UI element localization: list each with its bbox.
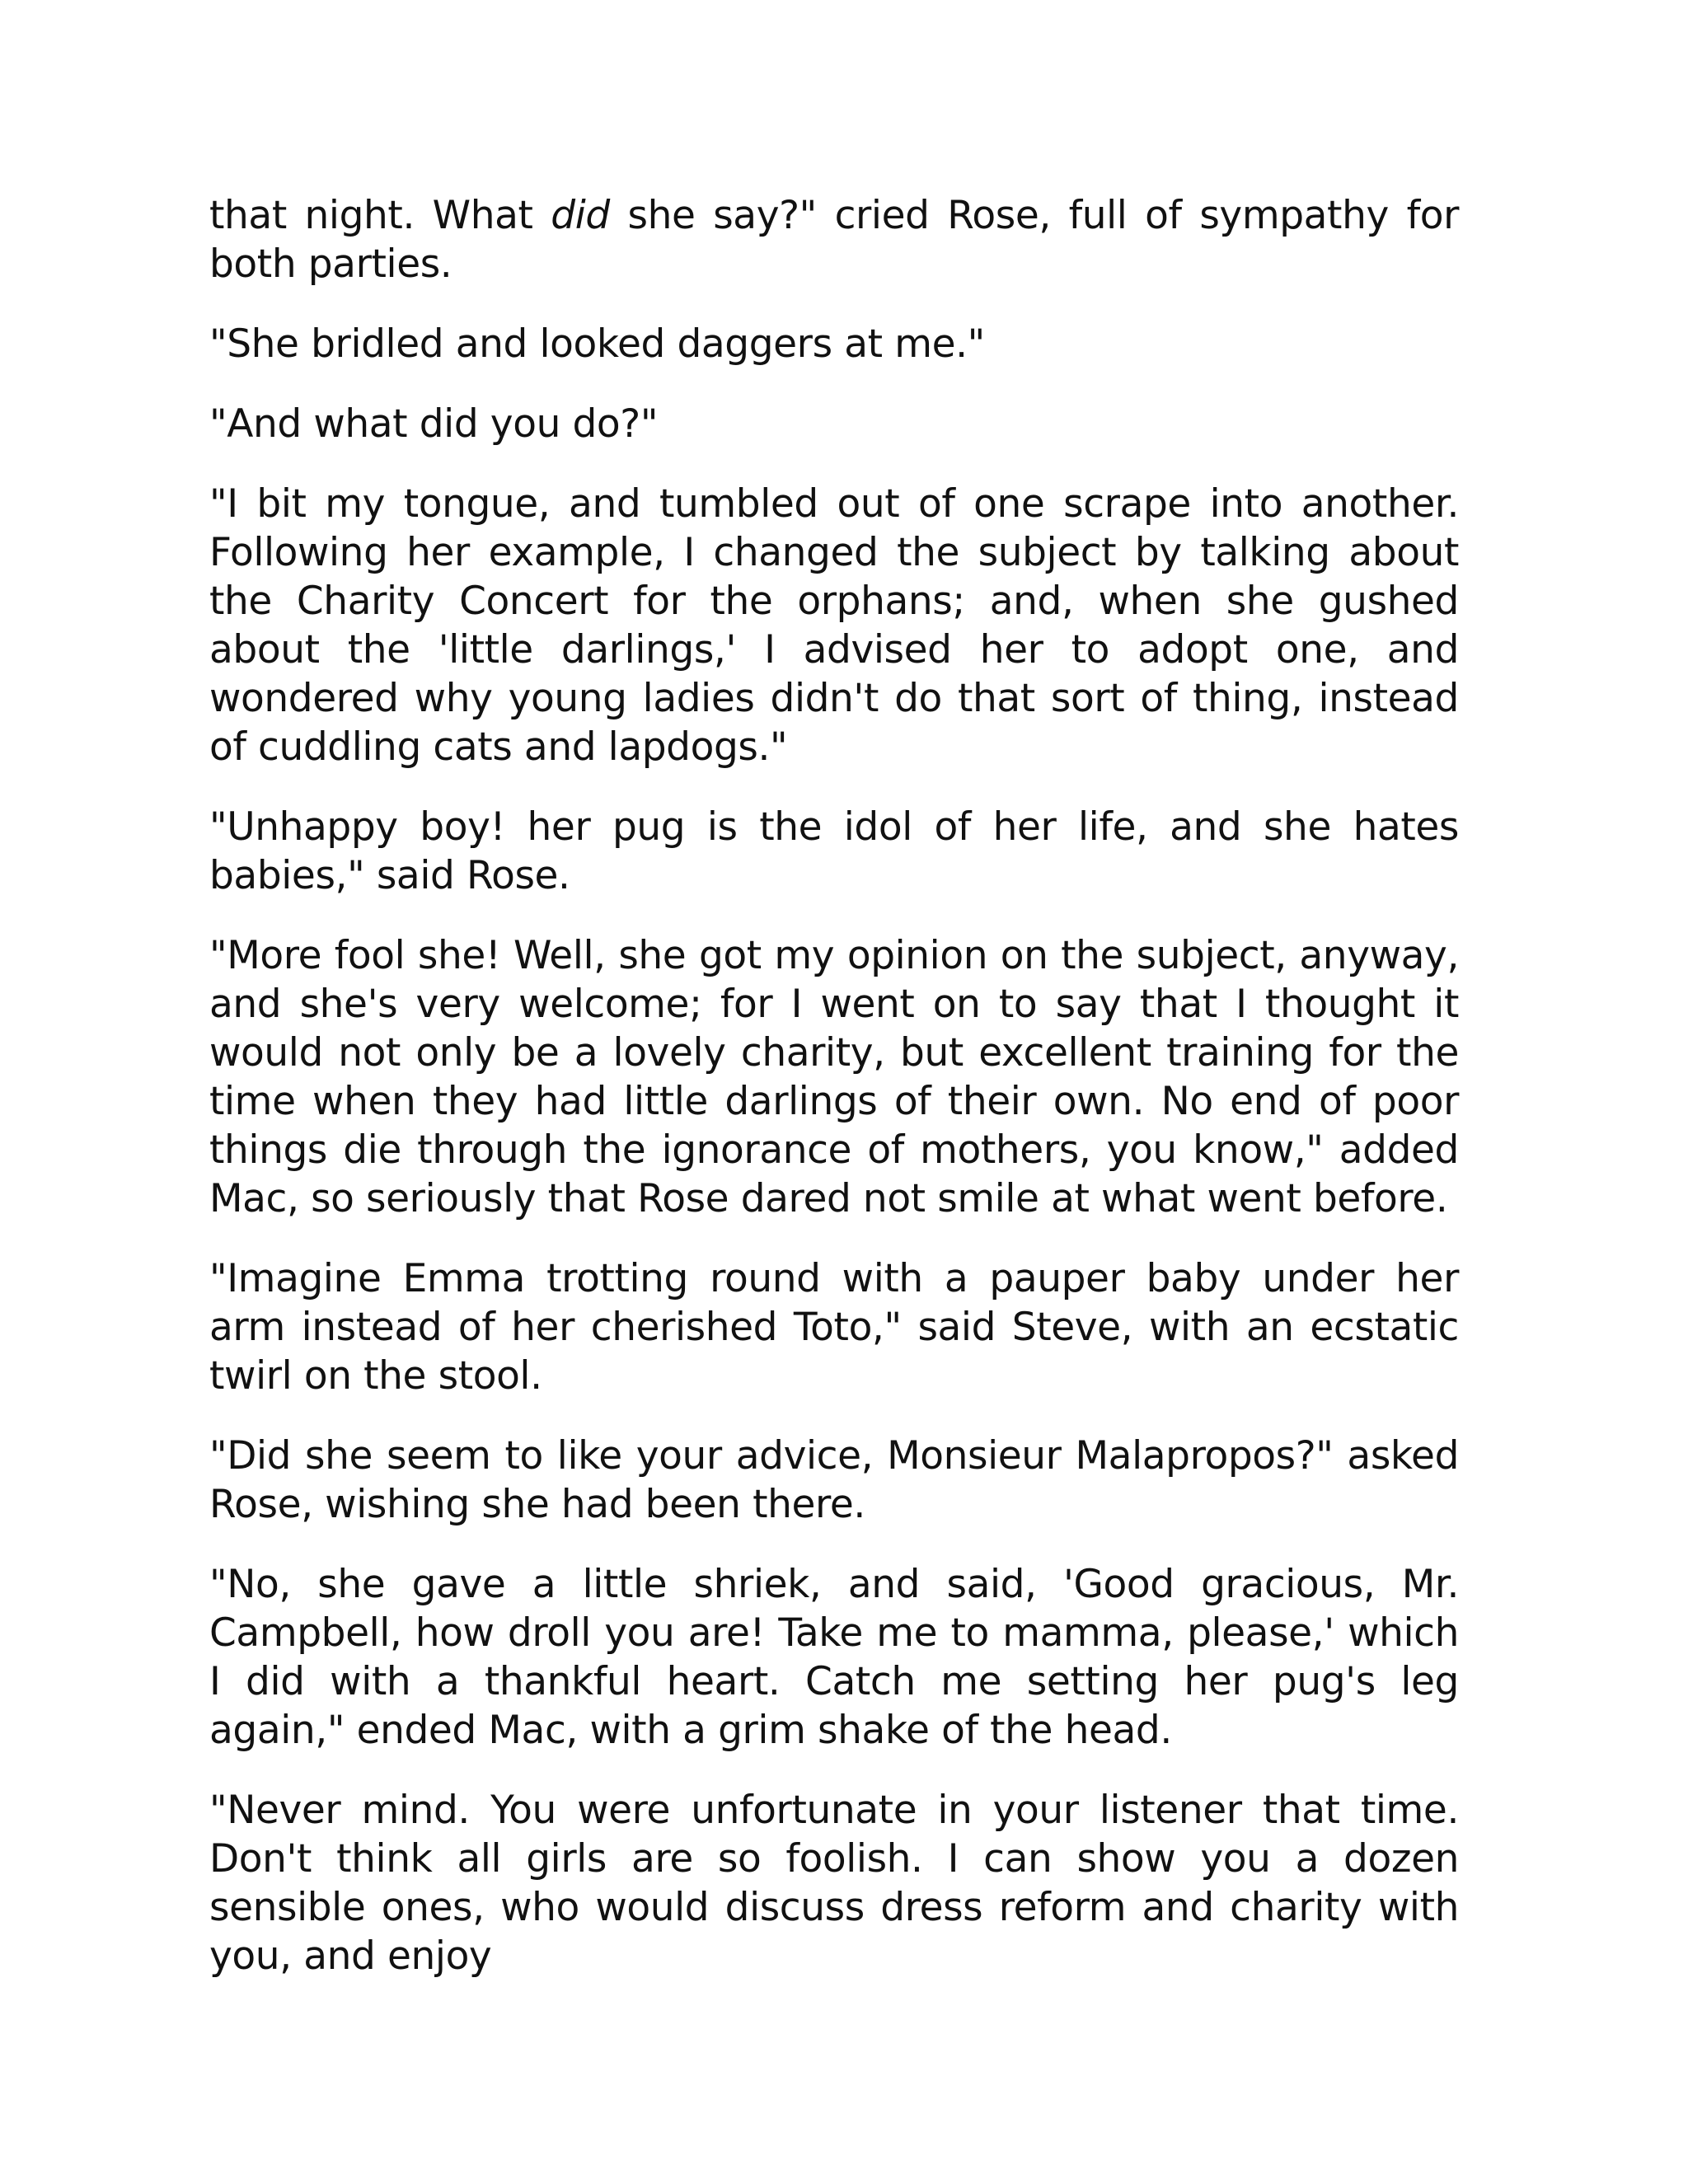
paragraph-1-before: that night. What (209, 193, 551, 238)
paragraph-3: "And what did you do?" (209, 401, 659, 447)
paragraph-8: "Did she seem to like your advice, Monsieur Malapropos?" asked Rose, wishing she had been there. (209, 1433, 1459, 1527)
paragraph-10: "Never mind. You were unfortunate in your listener that time. Don't think all girls are so foolish. I can show you a dozen sensible ones, who would discuss dress reform and charity with you, and enjoy (209, 1788, 1459, 1979)
paragraph-4: "I bit my tongue, and tumbled out of one scrape into another. Following her example, I changed the subject by talking about the Charity Concert for the orphans; and, when she gushed about the 'little darlings,' I advised her to adopt one, and wondered why young ladies didn't do that sort of thing, instead of cuddling cats and lapdogs." (209, 481, 1459, 770)
paragraph-9: "No, she gave a little shriek, and said, 'Good gracious, Mr. Campbell, how droll you are! Take me to mamma, please,' which I did with a thankful heart. Catch me setting her pug's leg again," ended Mac, with a grim shake of the head. (209, 1562, 1459, 1753)
paragraph-5: "Unhappy boy! her pug is the idol of her life, and she hates babies," said Rose. (209, 804, 1459, 898)
paragraph-7: "Imagine Emma trotting round with a pauper baby under her arm instead of her cherished Toto," said Steve, with an ecstatic twirl on the stool. (209, 1256, 1459, 1399)
document-page (209, 191, 1459, 2012)
paragraph-1-after: she say?" cried Rose, full of sympathy for both parties. (209, 193, 1460, 287)
paragraph-2: "She bridled and looked daggers at me." (209, 321, 985, 367)
paragraph-1 (209, 191, 1459, 288)
paragraph-1-emphasis: did (551, 193, 610, 238)
paragraph-6: "More fool she! Well, she got my opinion on the subject, anyway, and she's very welcome; for I went on to say that I thought it would not only be a lovely charity, but excellent training for the time when they had little darlings of their own. No end of poor things die through the ignorance of mothers, you know," added Mac, so seriously that Rose dared not smile at what went before. (209, 933, 1459, 1221)
